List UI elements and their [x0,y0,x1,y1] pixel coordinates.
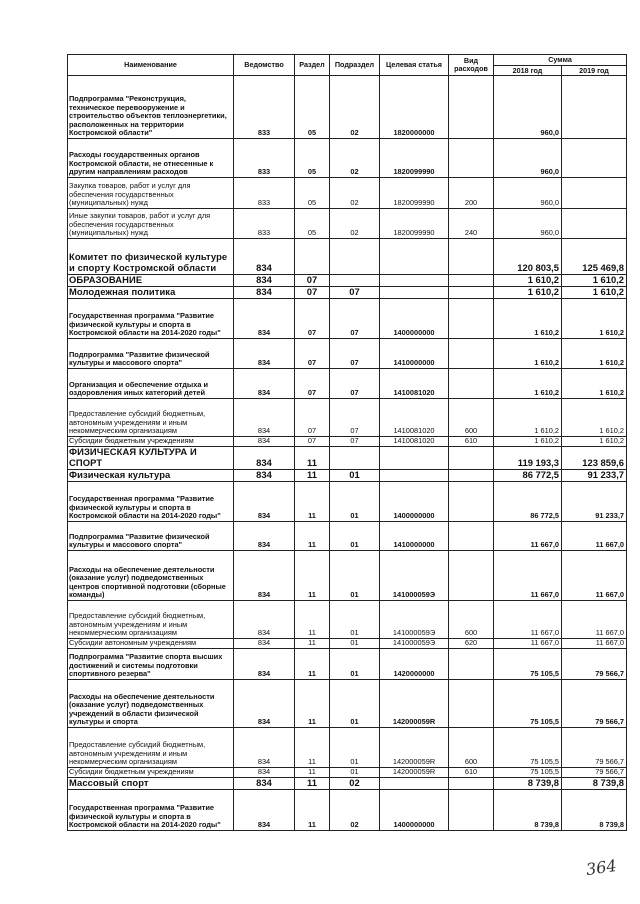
row-name-cell: Расходы на обеспечение деятельности (оказание услуг) подведомственных учреждений в области физической культуры и спорта [68,680,234,728]
row-celevaya-cell [380,778,449,790]
row-podrazdel-cell: 01 [330,639,380,649]
row-sum-2019-cell: 79 566,7 [562,728,627,768]
row-sum-2018-cell: 11 667,0 [494,601,562,639]
row-sum-2019-cell [562,76,627,139]
row-razdel-cell: 05 [295,76,330,139]
row-podrazdel-cell: 01 [330,728,380,768]
table-row [68,287,627,299]
row-celevaya-cell: 1410081020 [380,437,449,447]
table-row [68,768,627,778]
table-row [68,239,627,275]
row-vedomstvo-cell: 834 [234,447,295,470]
row-name-cell: Государственная программа "Развитие физической культуры и спорта в Костромской области на 2014-2020 годы" [68,299,234,339]
row-sum-2018-cell: 120 803,5 [494,239,562,275]
row-vid-cell [449,275,494,287]
row-vedomstvo-cell: 834 [234,399,295,437]
table-row [68,649,627,680]
row-sum-2018-cell: 1 610,2 [494,369,562,399]
row-name-cell: Подпрограмма "Развитие физической культуры и массового спорта" [68,522,234,551]
row-sum-2019-cell: 11 667,0 [562,522,627,551]
row-name-cell: Предоставление субсидий бюджетным, автономным учреждениям и иным некоммерческим организациям [68,728,234,768]
header-summa: Сумма [494,55,627,66]
header-vid-raskhodov: Вид расходов [449,55,494,76]
header-podrazdel: Подраздел [330,55,380,76]
table-row [68,728,627,768]
row-celevaya-cell: 1410081020 [380,399,449,437]
row-podrazdel-cell: 02 [330,790,380,831]
row-podrazdel-cell: 02 [330,178,380,209]
row-name-cell: Молодежная политика [68,287,234,299]
table-row [68,275,627,287]
row-celevaya-cell: 1820000000 [380,76,449,139]
table-row [68,778,627,790]
row-name-cell: Комитет по физической культуре и спорту Костромской области [68,239,234,275]
row-celevaya-cell: 1820099990 [380,178,449,209]
row-vid-cell [449,790,494,831]
row-vedomstvo-cell: 834 [234,522,295,551]
table-row [68,339,627,369]
row-name-cell: Субсидии бюджетным учреждениям [68,437,234,447]
row-vedomstvo-cell: 834 [234,639,295,649]
row-razdel-cell: 11 [295,447,330,470]
row-razdel-cell: 11 [295,551,330,601]
row-razdel-cell: 07 [295,437,330,447]
row-name-cell: Иные закупки товаров, работ и услуг для обеспечения государственных (муниципальных) нужд [68,209,234,239]
row-name-cell: Предоставление субсидий бюджетным, автономным учреждениям и иным некоммерческим организациям [68,601,234,639]
row-podrazdel-cell [330,275,380,287]
budget-table [67,54,627,831]
row-podrazdel-cell: 02 [330,76,380,139]
row-razdel-cell: 11 [295,728,330,768]
row-sum-2019-cell [562,178,627,209]
row-sum-2019-cell: 8 739,8 [562,790,627,831]
row-razdel-cell: 11 [295,768,330,778]
row-podrazdel-cell: 07 [330,287,380,299]
row-razdel-cell: 11 [295,680,330,728]
row-sum-2018-cell: 1 610,2 [494,275,562,287]
row-vid-cell [449,680,494,728]
row-sum-2019-cell: 91 233,7 [562,482,627,522]
row-sum-2018-cell: 960,0 [494,178,562,209]
row-vedomstvo-cell: 834 [234,482,295,522]
row-vedomstvo-cell: 834 [234,239,295,275]
row-vedomstvo-cell: 833 [234,178,295,209]
row-sum-2019-cell: 1 610,2 [562,275,627,287]
row-name-cell: ФИЗИЧЕСКАЯ КУЛЬТУРА И СПОРТ [68,447,234,470]
row-razdel-cell: 07 [295,275,330,287]
row-podrazdel-cell: 07 [330,299,380,339]
row-celevaya-cell: 1410000000 [380,339,449,369]
row-sum-2018-cell: 1 610,2 [494,437,562,447]
row-razdel-cell: 07 [295,299,330,339]
row-vid-cell [449,649,494,680]
row-vid-cell: 600 [449,601,494,639]
row-razdel-cell: 05 [295,139,330,178]
row-sum-2018-cell: 75 105,5 [494,728,562,768]
row-podrazdel-cell: 07 [330,339,380,369]
row-razdel-cell: 11 [295,470,330,482]
row-vid-cell [449,139,494,178]
table-body [68,76,627,831]
table-row [68,447,627,470]
table-row [68,482,627,522]
row-sum-2019-cell: 1 610,2 [562,399,627,437]
row-podrazdel-cell: 01 [330,601,380,639]
row-name-cell: Субсидии бюджетным учреждениям [68,768,234,778]
row-sum-2018-cell: 86 772,5 [494,470,562,482]
row-celevaya-cell: 141000059Э [380,551,449,601]
row-celevaya-cell: 1400000000 [380,482,449,522]
row-podrazdel-cell: 01 [330,482,380,522]
row-vid-cell [449,522,494,551]
row-vedomstvo-cell: 834 [234,649,295,680]
row-podrazdel-cell: 01 [330,768,380,778]
table-row [68,601,627,639]
table-row [68,522,627,551]
row-podrazdel-cell: 01 [330,551,380,601]
row-sum-2019-cell: 11 667,0 [562,551,627,601]
row-sum-2018-cell: 1 610,2 [494,339,562,369]
row-sum-2018-cell: 960,0 [494,76,562,139]
row-vid-cell [449,239,494,275]
row-sum-2019-cell: 123 859,6 [562,447,627,470]
row-sum-2019-cell [562,209,627,239]
row-vid-cell [449,482,494,522]
row-vedomstvo-cell: 834 [234,680,295,728]
row-razdel-cell: 05 [295,209,330,239]
row-sum-2019-cell: 1 610,2 [562,299,627,339]
row-sum-2019-cell: 1 610,2 [562,437,627,447]
header-vedomstvo: Ведомство [234,55,295,76]
row-razdel-cell: 05 [295,178,330,209]
row-sum-2018-cell: 960,0 [494,139,562,178]
row-razdel-cell: 11 [295,601,330,639]
row-sum-2018-cell: 1 610,2 [494,399,562,437]
row-sum-2019-cell: 1 610,2 [562,339,627,369]
table-row [68,680,627,728]
row-sum-2018-cell: 8 739,8 [494,778,562,790]
row-vedomstvo-cell: 834 [234,275,295,287]
table-row [68,369,627,399]
row-sum-2019-cell: 1 610,2 [562,369,627,399]
row-sum-2018-cell: 960,0 [494,209,562,239]
row-sum-2019-cell: 79 566,7 [562,768,627,778]
row-vedomstvo-cell: 834 [234,299,295,339]
row-name-cell: Предоставление субсидий бюджетным, автономным учреждениям и иным некоммерческим организациям [68,399,234,437]
row-name-cell: Государственная программа "Развитие физической культуры и спорта в Костромской области на 2014-2020 годы" [68,790,234,831]
row-podrazdel-cell [330,239,380,275]
row-sum-2019-cell: 1 610,2 [562,287,627,299]
table-row [68,209,627,239]
row-vid-cell: 600 [449,728,494,768]
row-vid-cell [449,551,494,601]
row-celevaya-cell: 141000059Э [380,601,449,639]
row-vid-cell: 610 [449,437,494,447]
row-vid-cell [449,470,494,482]
row-celevaya-cell: 1400000000 [380,299,449,339]
row-vedomstvo-cell: 833 [234,76,295,139]
row-vedomstvo-cell: 833 [234,209,295,239]
row-vid-cell [449,76,494,139]
row-vedomstvo-cell: 834 [234,768,295,778]
row-vedomstvo-cell: 834 [234,287,295,299]
row-vedomstvo-cell: 834 [234,790,295,831]
row-podrazdel-cell: 01 [330,522,380,551]
row-vid-cell: 240 [449,209,494,239]
row-celevaya-cell [380,470,449,482]
row-sum-2018-cell: 119 193,3 [494,447,562,470]
row-celevaya-cell [380,239,449,275]
table-row [68,437,627,447]
row-razdel-cell: 11 [295,482,330,522]
row-podrazdel-cell: 01 [330,680,380,728]
row-vedomstvo-cell: 834 [234,369,295,399]
table-row [68,470,627,482]
row-name-cell: Массовый спорт [68,778,234,790]
header-celevaya-statya: Целевая статья [380,55,449,76]
row-sum-2018-cell: 75 105,5 [494,649,562,680]
row-razdel-cell [295,239,330,275]
row-vid-cell [449,778,494,790]
table-row [68,639,627,649]
row-celevaya-cell: 142000059R [380,768,449,778]
row-podrazdel-cell: 07 [330,369,380,399]
table-row [68,790,627,831]
row-vid-cell [449,339,494,369]
row-razdel-cell: 11 [295,778,330,790]
row-razdel-cell: 11 [295,790,330,831]
row-podrazdel-cell: 07 [330,399,380,437]
row-vid-cell: 620 [449,639,494,649]
row-celevaya-cell: 142000059R [380,680,449,728]
row-podrazdel-cell: 02 [330,139,380,178]
header-razdel: Раздел [295,55,330,76]
row-celevaya-cell: 1820099990 [380,209,449,239]
row-sum-2018-cell: 75 105,5 [494,680,562,728]
row-name-cell: Подпрограмма "Развитие физической культуры и массового спорта" [68,339,234,369]
row-sum-2018-cell: 1 610,2 [494,287,562,299]
table-row [68,551,627,601]
table-row [68,76,627,139]
row-sum-2019-cell: 79 566,7 [562,680,627,728]
row-razdel-cell: 11 [295,639,330,649]
row-celevaya-cell: 1410000000 [380,522,449,551]
row-name-cell: Государственная программа "Развитие физической культуры и спорта в Костромской области на 2014-2020 годы" [68,482,234,522]
row-razdel-cell: 07 [295,339,330,369]
row-celevaya-cell [380,287,449,299]
row-podrazdel-cell: 01 [330,649,380,680]
row-vid-cell [449,369,494,399]
row-podrazdel-cell: 02 [330,778,380,790]
header-name: Наименование [68,55,234,76]
row-celevaya-cell: 1820099990 [380,139,449,178]
row-vid-cell: 200 [449,178,494,209]
row-celevaya-cell: 141000059Э [380,639,449,649]
row-sum-2019-cell: 8 739,8 [562,778,627,790]
row-name-cell: Расходы на обеспечение деятельности (оказание услуг) подведомственных центров спортивной подготовки (сборные команды) [68,551,234,601]
row-podrazdel-cell: 02 [330,209,380,239]
row-vedomstvo-cell: 834 [234,551,295,601]
row-sum-2019-cell: 11 667,0 [562,639,627,649]
header-2018: 2018 год [494,66,562,76]
table-row [68,399,627,437]
table-row [68,299,627,339]
row-sum-2018-cell: 11 667,0 [494,639,562,649]
row-celevaya-cell: 1410081020 [380,369,449,399]
row-vid-cell: 610 [449,768,494,778]
row-celevaya-cell: 1400000000 [380,790,449,831]
row-celevaya-cell [380,447,449,470]
row-name-cell: Закупка товаров, работ и услуг для обеспечения государственных (муниципальных) нужд [68,178,234,209]
row-sum-2019-cell: 125 469,8 [562,239,627,275]
row-razdel-cell: 11 [295,522,330,551]
row-vid-cell: 600 [449,399,494,437]
page-number: 364 [584,855,618,880]
row-vedomstvo-cell: 834 [234,778,295,790]
header-2019: 2019 год [562,66,627,76]
row-sum-2019-cell [562,139,627,178]
row-razdel-cell: 07 [295,287,330,299]
row-name-cell: Физическая культура [68,470,234,482]
row-vid-cell [449,287,494,299]
row-celevaya-cell: 142000059R [380,728,449,768]
row-sum-2018-cell: 8 739,8 [494,790,562,831]
row-sum-2018-cell: 1 610,2 [494,299,562,339]
table-row [68,139,627,178]
row-vedomstvo-cell: 834 [234,728,295,768]
row-vid-cell [449,447,494,470]
row-razdel-cell: 07 [295,369,330,399]
row-vedomstvo-cell: 833 [234,139,295,178]
row-vedomstvo-cell: 834 [234,437,295,447]
row-sum-2018-cell: 11 667,0 [494,522,562,551]
row-name-cell: Подпрограмма "Развитие спорта высших достижений и системы подготовки спортивного резерва" [68,649,234,680]
row-podrazdel-cell: 01 [330,470,380,482]
row-name-cell: Субсидии автономным учреждениям [68,639,234,649]
row-sum-2018-cell: 75 105,5 [494,768,562,778]
row-vid-cell [449,299,494,339]
row-razdel-cell: 11 [295,649,330,680]
row-vedomstvo-cell: 834 [234,339,295,369]
row-sum-2018-cell: 11 667,0 [494,551,562,601]
row-vedomstvo-cell: 834 [234,470,295,482]
row-podrazdel-cell [330,447,380,470]
row-vedomstvo-cell: 834 [234,601,295,639]
row-sum-2019-cell: 91 233,7 [562,470,627,482]
row-name-cell: ОБРАЗОВАНИЕ [68,275,234,287]
row-sum-2018-cell: 86 772,5 [494,482,562,522]
row-razdel-cell: 07 [295,399,330,437]
row-name-cell: Расходы государственных органов Костромской области, не отнесенные к другим направлениям расходов [68,139,234,178]
row-podrazdel-cell: 07 [330,437,380,447]
row-sum-2019-cell: 11 667,0 [562,601,627,639]
row-celevaya-cell: 1420000000 [380,649,449,680]
row-name-cell: Организация и обеспечение отдыха и оздоровления иных категорий детей [68,369,234,399]
row-sum-2019-cell: 79 566,7 [562,649,627,680]
table-row [68,178,627,209]
row-name-cell: Подпрограмма "Реконструкция, техническое перевооружение и строительство объектов теплоэнергетики, расположенных на территории Костромской области" [68,76,234,139]
row-celevaya-cell [380,275,449,287]
